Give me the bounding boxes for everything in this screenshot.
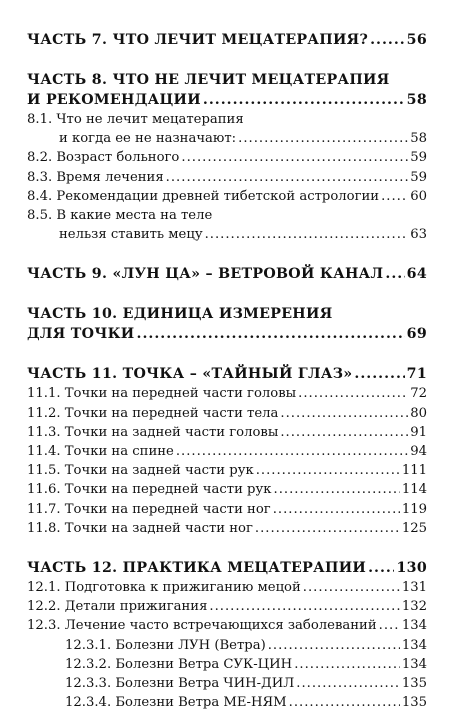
dot-leader bbox=[238, 129, 408, 148]
toc-part-9[interactable] bbox=[27, 264, 427, 284]
toc-entry-11-6[interactable] bbox=[27, 480, 427, 499]
toc-entry-12-3-1[interactable] bbox=[27, 636, 427, 655]
toc-entry-8-2[interactable] bbox=[27, 148, 427, 167]
toc-page-number: 135 bbox=[401, 695, 427, 711]
dot-leader bbox=[176, 442, 408, 461]
spacer bbox=[27, 284, 427, 304]
toc-entry-8-1-line1: 8.1. Что не лечит мецатерапия bbox=[27, 112, 244, 127]
spacer bbox=[27, 244, 427, 264]
toc-page-number: 59 bbox=[410, 169, 427, 185]
toc-part-title: ЧАСТЬ 7. ЧТО ЛЕЧИТ МЕЦАТЕРАПИЯ? bbox=[27, 32, 369, 48]
toc-page-number: 69 bbox=[406, 326, 427, 343]
toc-entry-title: нельзя ставить мецу bbox=[59, 227, 203, 243]
dot-leader bbox=[280, 404, 408, 423]
toc-entry-title: 12.3.1. Болезни ЛУН (Ветра) bbox=[65, 637, 266, 653]
toc-page-number: 119 bbox=[401, 501, 427, 517]
toc-entry-12-3-4[interactable] bbox=[27, 693, 427, 712]
toc-page-number: 134 bbox=[401, 618, 427, 634]
toc-page-number: 63 bbox=[410, 227, 427, 243]
toc-part-7[interactable] bbox=[27, 30, 427, 50]
toc-entry-11-3[interactable] bbox=[27, 423, 427, 442]
dot-leader bbox=[205, 225, 409, 244]
toc-page-number: 125 bbox=[401, 520, 427, 536]
toc-entry-title: 12.3.3. Болезни Ветра ЧИН-ДИЛ bbox=[65, 676, 295, 692]
dot-leader bbox=[354, 364, 404, 384]
toc-page-number: 134 bbox=[401, 637, 427, 653]
table-of-contents bbox=[27, 30, 427, 712]
dot-leader bbox=[203, 90, 405, 110]
dot-leader bbox=[379, 616, 400, 635]
toc-entry-title: 12.2. Детали прижигания bbox=[27, 599, 208, 615]
toc-entry-11-4[interactable] bbox=[27, 442, 427, 461]
toc-entry-12-3[interactable] bbox=[27, 616, 427, 635]
toc-page-number: 91 bbox=[410, 424, 427, 440]
toc-entry-title: 11.5. Точки на задней части рук bbox=[27, 463, 254, 479]
spacer bbox=[27, 50, 427, 70]
toc-page-number: 58 bbox=[406, 92, 427, 108]
toc-part-10[interactable] bbox=[27, 324, 427, 344]
dot-leader bbox=[166, 168, 409, 187]
toc-page-number: 111 bbox=[401, 463, 427, 479]
dot-leader bbox=[209, 597, 399, 616]
toc-entry-title: 8.2. Возраст больного bbox=[27, 150, 180, 166]
toc-entry-title: 11.2. Точки на передней части тела bbox=[27, 405, 279, 421]
dot-leader bbox=[181, 148, 408, 167]
toc-entry-11-7[interactable] bbox=[27, 500, 427, 519]
dot-leader bbox=[303, 578, 400, 597]
toc-entry-12-1[interactable] bbox=[27, 578, 427, 597]
toc-page-number: 59 bbox=[410, 150, 427, 166]
toc-part-title: ДЛЯ ТОЧКИ bbox=[27, 326, 135, 343]
toc-entry-title: 11.8. Точки на задней части ног bbox=[27, 520, 253, 536]
toc-entry-title: и когда ее не назначают: bbox=[59, 131, 237, 147]
toc-page-number: 132 bbox=[401, 599, 427, 615]
dot-leader bbox=[368, 558, 394, 578]
toc-entry-title: 11.3. Точки на задней части головы bbox=[27, 424, 279, 440]
toc-entry-title: 8.3. Время лечения bbox=[27, 169, 164, 185]
spacer bbox=[27, 538, 427, 558]
toc-page-number: 72 bbox=[410, 386, 427, 402]
toc-entry-title: 12.3.2. Болезни Ветра СУК-ЦИН bbox=[65, 656, 293, 672]
dot-leader bbox=[370, 30, 405, 50]
toc-entry-11-5[interactable] bbox=[27, 461, 427, 480]
dot-leader bbox=[280, 423, 408, 442]
toc-entry-12-2[interactable] bbox=[27, 597, 427, 616]
toc-entry-8-5[interactable] bbox=[27, 225, 427, 244]
dot-leader bbox=[256, 461, 400, 480]
toc-part-title: И РЕКОМЕНДАЦИИ bbox=[27, 92, 201, 108]
dot-leader bbox=[294, 655, 400, 674]
toc-part-title: ЧАСТЬ 11. ТОЧКА – «ТАЙНЫЙ ГЛАЗ» bbox=[27, 366, 353, 383]
toc-part-8-title-line1: ЧАСТЬ 8. ЧТО НЕ ЛЕЧИТ МЕЦАТЕРАПИЯ bbox=[27, 72, 390, 88]
toc-page-number: 135 bbox=[401, 676, 427, 692]
dot-leader bbox=[268, 636, 400, 655]
dot-leader bbox=[274, 480, 400, 499]
toc-entry-title: 12.3. Лечение часто встречающихся заболеваний bbox=[27, 618, 377, 634]
spacer bbox=[27, 344, 427, 364]
toc-entry-title: 11.4. Точки на спине bbox=[27, 444, 174, 460]
toc-page-number: 114 bbox=[401, 482, 427, 498]
toc-page-number: 71 bbox=[406, 366, 427, 383]
dot-leader bbox=[137, 324, 405, 344]
toc-part-11[interactable] bbox=[27, 364, 427, 384]
toc-entry-8-1[interactable] bbox=[27, 129, 427, 148]
toc-part-title: ЧАСТЬ 12. ПРАКТИКА МЕЦАТЕРАПИИ bbox=[27, 560, 367, 577]
toc-page-number: 64 bbox=[406, 266, 427, 283]
toc-entry-title: 11.6. Точки на передней части рук bbox=[27, 482, 272, 498]
toc-entry-11-8[interactable] bbox=[27, 519, 427, 538]
dot-leader bbox=[273, 500, 400, 519]
toc-part-8[interactable] bbox=[27, 90, 427, 110]
toc-entry-title: 8.4. Рекомендации древней тибетской астрологии bbox=[27, 188, 380, 204]
toc-entry-title: 12.3.4. Болезни Ветра МЕ-НЯМ bbox=[65, 695, 287, 711]
toc-entry-11-1[interactable] bbox=[27, 384, 427, 403]
toc-page-number: 58 bbox=[410, 131, 427, 147]
dot-leader bbox=[289, 693, 400, 712]
toc-entry-title: 11.1. Точки на передней части головы bbox=[27, 386, 297, 402]
toc-entry-11-2[interactable] bbox=[27, 404, 427, 423]
toc-part-title: ЧАСТЬ 9. «ЛУН ЦА» – ВЕТРОВОЙ КАНАЛ bbox=[27, 266, 384, 283]
toc-entry-title: 11.7. Точки на передней части ног bbox=[27, 501, 271, 517]
dot-leader bbox=[298, 384, 408, 403]
toc-page-number: 131 bbox=[401, 580, 427, 596]
toc-entry-12-3-2[interactable] bbox=[27, 655, 427, 674]
toc-page-number: 60 bbox=[410, 188, 427, 204]
toc-entry-8-4[interactable] bbox=[27, 187, 427, 206]
toc-page-number: 130 bbox=[396, 560, 427, 577]
toc-entry-title: 12.1. Подготовка к прижиганию мецой bbox=[27, 580, 301, 596]
toc-page-number: 134 bbox=[401, 656, 427, 672]
dot-leader bbox=[385, 264, 404, 284]
toc-entry-8-3[interactable] bbox=[27, 168, 427, 187]
toc-page-number: 56 bbox=[406, 32, 427, 48]
toc-entry-8-5-line1: 8.5. В какие места на теле bbox=[27, 208, 213, 224]
toc-entry-12-3-3[interactable] bbox=[27, 674, 427, 693]
dot-leader bbox=[381, 187, 408, 206]
toc-part-10-title-line1: ЧАСТЬ 10. ЕДИНИЦА ИЗМЕРЕНИЯ bbox=[27, 306, 333, 323]
dot-leader bbox=[255, 519, 400, 538]
toc-page-number: 94 bbox=[410, 444, 427, 460]
dot-leader bbox=[296, 674, 400, 693]
toc-page-number: 80 bbox=[410, 405, 427, 421]
toc-part-12[interactable] bbox=[27, 558, 427, 578]
